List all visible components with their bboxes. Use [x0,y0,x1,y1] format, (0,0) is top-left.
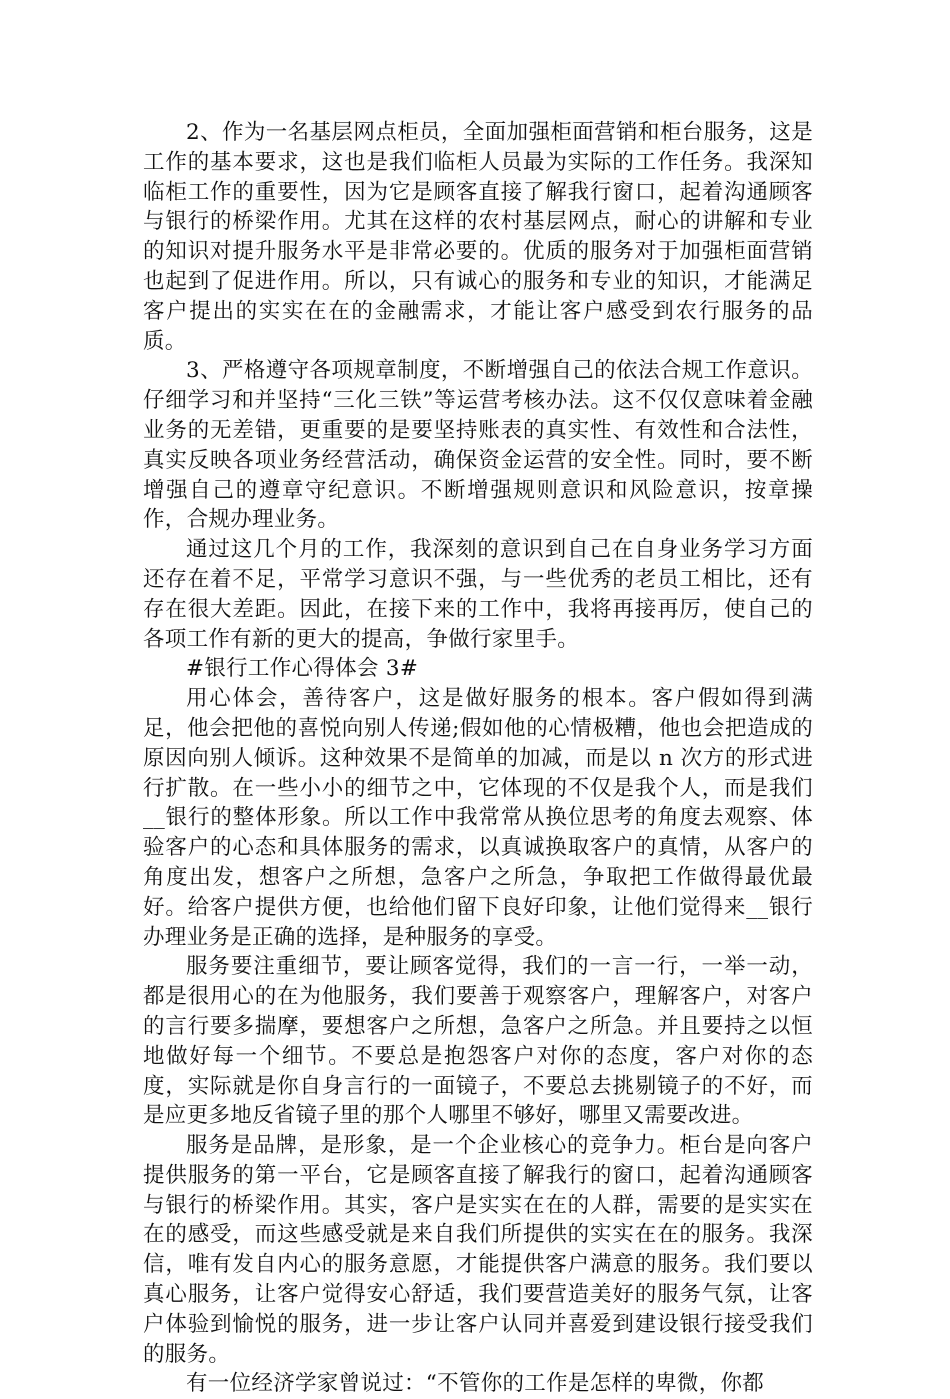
paragraph-customer-care: 用心体会，善待客户，这是做好服务的根本。客户假如得到满足，他会把他的喜悦向别人传递;假如他的心情极糟，他也会把造成的原因向别人倾诉。这种效果不是简单的加减，而是以 n 次方的形式进行扩散。在一些小小的细节之中，它体现的不仅是我个人，而是我们__银行的整体形象。所以工作中我常常从换位思考的角度去观察、体验客户的心态和具体服务的需求，以真诚换取客户的真情，从客户的角度出发，想客户之所想，急客户之所急，争取把工作做得最优最好。给客户提供方便，也给他们留下良好印象，让他们觉得来__银行办理业务是正确的选择，是种服务的享受。 [143,686,813,950]
paragraph-service-details: 服务要注重细节，要让顾客觉得，我们的一言一行，一举一动，都是很用心的在为他服务，我们要善于观察客户，理解客户，对客户的言行要多揣摩，要想客户之所想，急客户之所急。并且要持之以恒地做好每一个细节。不要总是抱怨客户对你的态度，客户对你的态度，实际就是你自身言行的一面镜子，不要总去挑剔镜子的不好，而是应更多地反省镜子里的那个人哪里不够好，哪里又需要改进。 [143,954,813,1129]
paragraph-economist-quote: 有一位经济学家曾说过：“不管你的工作是怎样的卑微，你都 [186,1371,765,1397]
paragraph-service-brand: 服务是品牌，是形象，是一个企业核心的竞争力。柜台是向客户提供服务的第一平台，它是顾客直接了解我行的窗口，起着沟通顾客与银行的桥梁作用。其实，客户是实实在在的人群，需要的是实实在在的感受，而这些感受就是来自我们所提供的实实在在的服务。我深信，唯有发自内心的服务意愿，才能提供客户满意的服务。我们要以真心服务，让客户觉得安心舒适，我们要营造美好的服务气氛，让客户体验到愉悦的服务，进一步让客户认同并喜爱到建设银行接受我们的服务。 [143,1133,813,1367]
paragraph-counter-service: 2、作为一名基层网点柜员，全面加强柜面营销和柜台服务，这是工作的基本要求，这也是我们临柜人员最为实际的工作任务。我深知临柜工作的重要性，因为它是顾客直接了解我行窗口，起着沟通顾客与银行的桥梁作用。尤其在这样的农村基层网点，耐心的讲解和专业的知识对提升服务水平是非常必要的。优质的服务对于加强柜面营销也起到了促进作用。所以，只有诚心的服务和专业的知识，才能满足客户提出的实实在在的金融需求，才能让客户感受到农行服务的品质。 [143,120,813,354]
paragraph-self-reflection: 通过这几个月的工作，我深刻的意识到自己在自身业务学习方面还存在着不足，平常学习意识不强，与一些优秀的老员工相比，还有存在很大差距。因此，在接下来的工作中，我将再接再厉，使自己的各项工作有新的更大的提高，争做行家里手。 [143,537,813,652]
document-body [143,118,813,1399]
paragraph-compliance: 3、严格遵守各项规章制度，不断增强自己的依法合规工作意识。仔细学习和并坚持“三化三铁”等运营考核办法。这不仅仅意味着金融业务的无差错，更重要的是要坚持账表的真实性、有效性和合法性，真实反映各项业务经营活动，确保资金运营的安全性。同时，要不断增强自己的遵章守纪意识。不断增强规则意识和风险意识，按章操作，合规办理业务。 [143,358,813,533]
section-heading: #银行工作心得体会 3# [186,656,419,682]
